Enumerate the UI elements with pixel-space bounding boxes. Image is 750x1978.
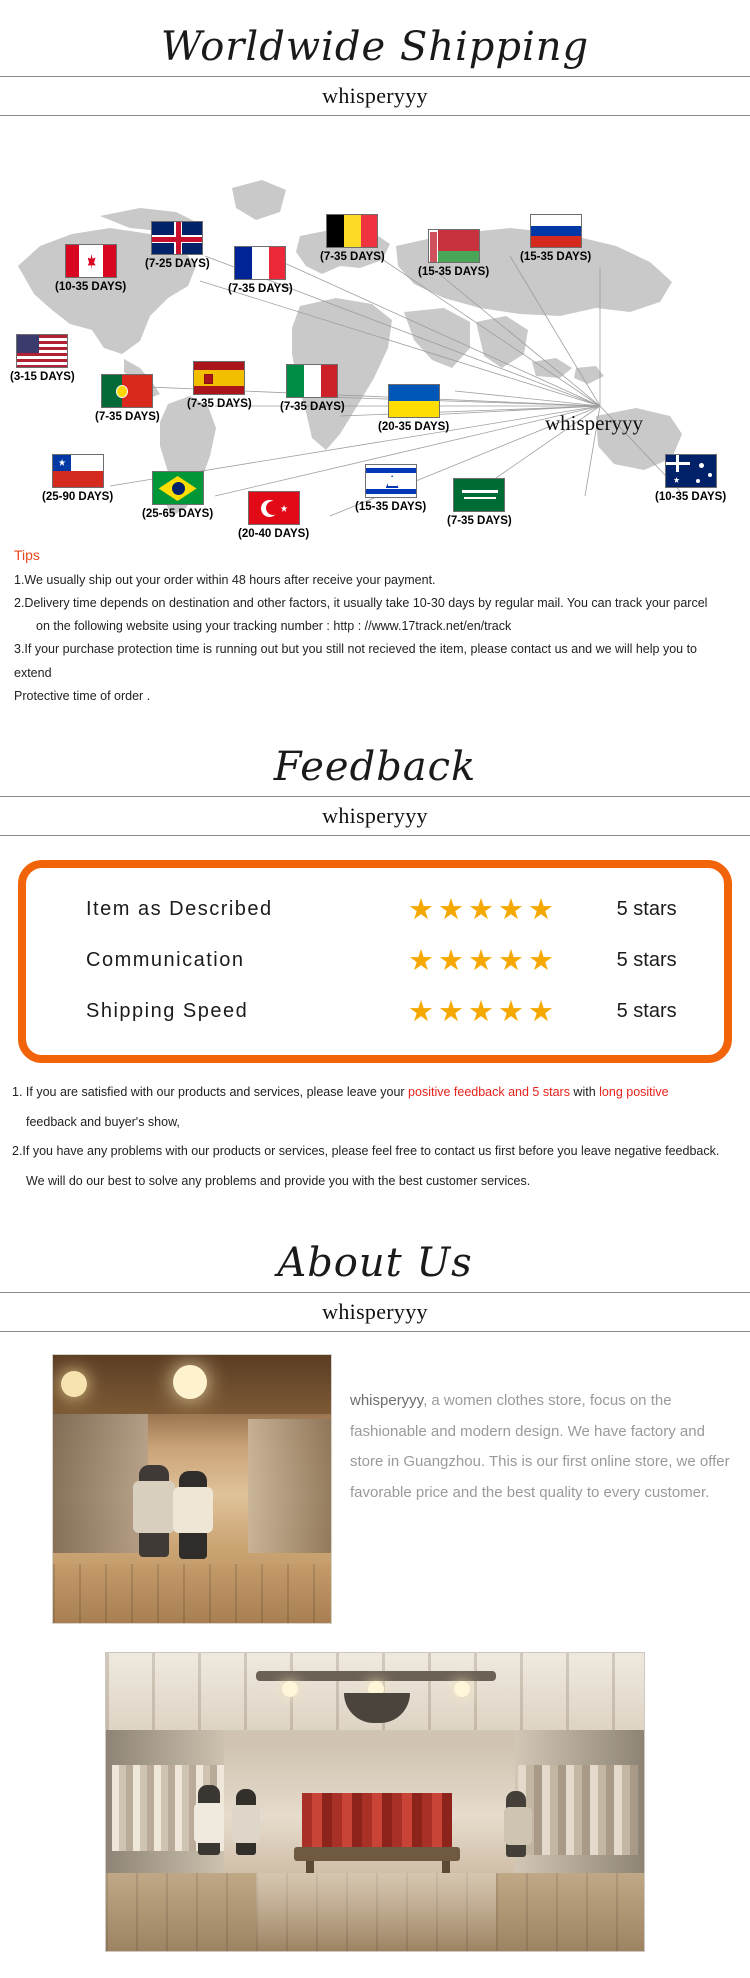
tips-line: 1.We usually ship out your order within 48 hours after receive your payment. <box>14 573 436 587</box>
delivery-days: (7-35 DAYS) <box>187 398 252 410</box>
tips-line-tracking-url: on the following website using your tracking number : http : //www.17track.net/en/track <box>36 619 512 634</box>
note-text: 1. If you are satisfied with our products and services, please leave your <box>12 1084 409 1099</box>
delivery-days: (7-25 DAYS) <box>145 258 210 270</box>
feedback-note-line: We will do our best to solve any problems and provide you with the best customer services. <box>26 1174 531 1188</box>
flag-portugal-icon <box>101 374 153 408</box>
note-text: with <box>569 1084 600 1099</box>
delivery-days: (15-35 DAYS) <box>418 266 490 278</box>
brand-label: whisperyyy <box>322 802 428 828</box>
flag-russia-icon <box>530 214 582 248</box>
delivery-days: (15-35 DAYS) <box>355 501 427 513</box>
tips-title: Tips <box>14 547 40 563</box>
delivery-days: (25-90 DAYS) <box>42 491 114 503</box>
about-section-header <box>0 1216 750 1332</box>
shipping-section-header <box>0 0 750 116</box>
brand-label: whisperyyy <box>322 83 428 108</box>
rating-score: 5 stars <box>616 999 677 1022</box>
section-title: About Us <box>277 1239 473 1286</box>
destination-turkey <box>238 491 309 540</box>
delivery-days: (7-35 DAYS) <box>95 411 160 423</box>
destination-united-kingdom <box>145 221 210 270</box>
destination-united-states <box>10 334 75 383</box>
flag-belgium-icon <box>326 214 378 248</box>
destination-chile <box>42 454 113 503</box>
flag-spain-icon <box>193 361 245 395</box>
about-content-row <box>0 1332 750 1624</box>
destination-australia <box>655 454 726 503</box>
flag-ukraine-icon <box>388 384 440 418</box>
flag-united-kingdom-icon <box>151 221 203 255</box>
rating-label: Shipping Speed <box>86 999 249 1022</box>
destination-brazil <box>142 471 213 520</box>
feedback-note-line: 2.If you have any problems with our products or services, please feel free to contact us first before you leave negative feedback. <box>12 1144 720 1159</box>
flag-australia-icon <box>665 454 717 488</box>
tips-line: Protective time of order . <box>14 688 151 703</box>
table-row <box>36 884 714 935</box>
about-brand-name: whisperyyy <box>350 1391 424 1409</box>
feedback-note-line: feedback and buyer's show, <box>26 1114 180 1129</box>
map-hub-brand-label: whisperyyy <box>545 411 643 435</box>
delivery-days: (10-35 DAYS) <box>55 281 127 293</box>
delivery-days: (3-15 DAYS) <box>10 371 75 383</box>
note-highlight: positive feedback and 5 stars <box>408 1084 570 1099</box>
store-photo-2 <box>105 1652 645 1952</box>
flag-belarus-icon <box>428 229 480 263</box>
delivery-days: (7-35 DAYS) <box>447 515 512 527</box>
flag-saudi-arabia-icon <box>453 478 505 512</box>
feedback-note-line <box>12 1081 740 1105</box>
feedback-ratings-card <box>18 860 732 1063</box>
table-row <box>36 935 714 986</box>
delivery-days: (7-35 DAYS) <box>228 283 293 295</box>
rating-label: Item as Described <box>86 897 273 920</box>
tips-line: 3.If your purchase protection time is running out but you still not recieved the item, please contact us and we will help you to extend <box>14 642 698 680</box>
world-shipping-map <box>0 116 750 541</box>
flag-italy-icon <box>286 364 338 398</box>
destination-belgium <box>320 214 385 263</box>
page-title: Worldwide Shipping <box>160 24 590 70</box>
delivery-days: (25-65 DAYS) <box>142 508 214 520</box>
section-title: Feedback <box>273 743 477 790</box>
flag-chile-icon <box>52 454 104 488</box>
shipping-tips <box>0 541 750 720</box>
destination-canada <box>55 244 126 293</box>
destination-belarus <box>418 229 489 278</box>
flag-turkey-icon <box>248 491 300 525</box>
tips-line: 2.Delivery time depends on destination and other factors, it usually take 10-30 days by regular mail. You can track your parcel <box>14 596 708 611</box>
delivery-days: (20-35 DAYS) <box>378 421 450 433</box>
rating-stars-icon: ★★★★★ <box>408 893 559 926</box>
flag-brazil-icon <box>152 471 204 505</box>
divider <box>0 835 750 836</box>
destination-ukraine <box>378 384 449 433</box>
table-row <box>36 986 714 1037</box>
rating-stars-icon: ★★★★★ <box>408 944 559 977</box>
destination-france <box>228 246 293 295</box>
destination-israel <box>355 464 426 513</box>
delivery-days: (7-35 DAYS) <box>320 251 385 263</box>
flag-united-states-icon <box>16 334 68 368</box>
feedback-table <box>36 884 714 1037</box>
rating-stars-icon: ★★★★★ <box>408 995 559 1028</box>
rating-score: 5 stars <box>616 897 677 920</box>
delivery-days: (10-35 DAYS) <box>655 491 727 503</box>
about-body-text: , a women clothes store, focus on the fashionable and modern design. We have factory and store in Guangzhou. This is our first online store, we offer favorable price and the best quality to every customer. <box>350 1391 730 1501</box>
destination-russia <box>520 214 591 263</box>
feedback-notes <box>0 1073 750 1216</box>
rating-label: Communication <box>86 948 245 971</box>
flag-france-icon <box>234 246 286 280</box>
destination-italy <box>280 364 345 413</box>
brand-label: whisperyyy <box>322 1298 428 1324</box>
destination-portugal <box>95 374 160 423</box>
note-highlight: long positive <box>599 1084 669 1099</box>
destination-spain <box>187 361 252 410</box>
about-paragraph <box>350 1354 732 1624</box>
feedback-section-header <box>0 720 750 836</box>
store-photo-1 <box>52 1354 332 1624</box>
delivery-days: (7-35 DAYS) <box>280 401 345 413</box>
rating-score: 5 stars <box>616 948 677 971</box>
delivery-days: (15-35 DAYS) <box>520 251 592 263</box>
flag-canada-icon <box>65 244 117 278</box>
delivery-days: (20-40 DAYS) <box>238 528 310 540</box>
flag-israel-icon <box>365 464 417 498</box>
destination-saudi-arabia <box>447 478 512 527</box>
